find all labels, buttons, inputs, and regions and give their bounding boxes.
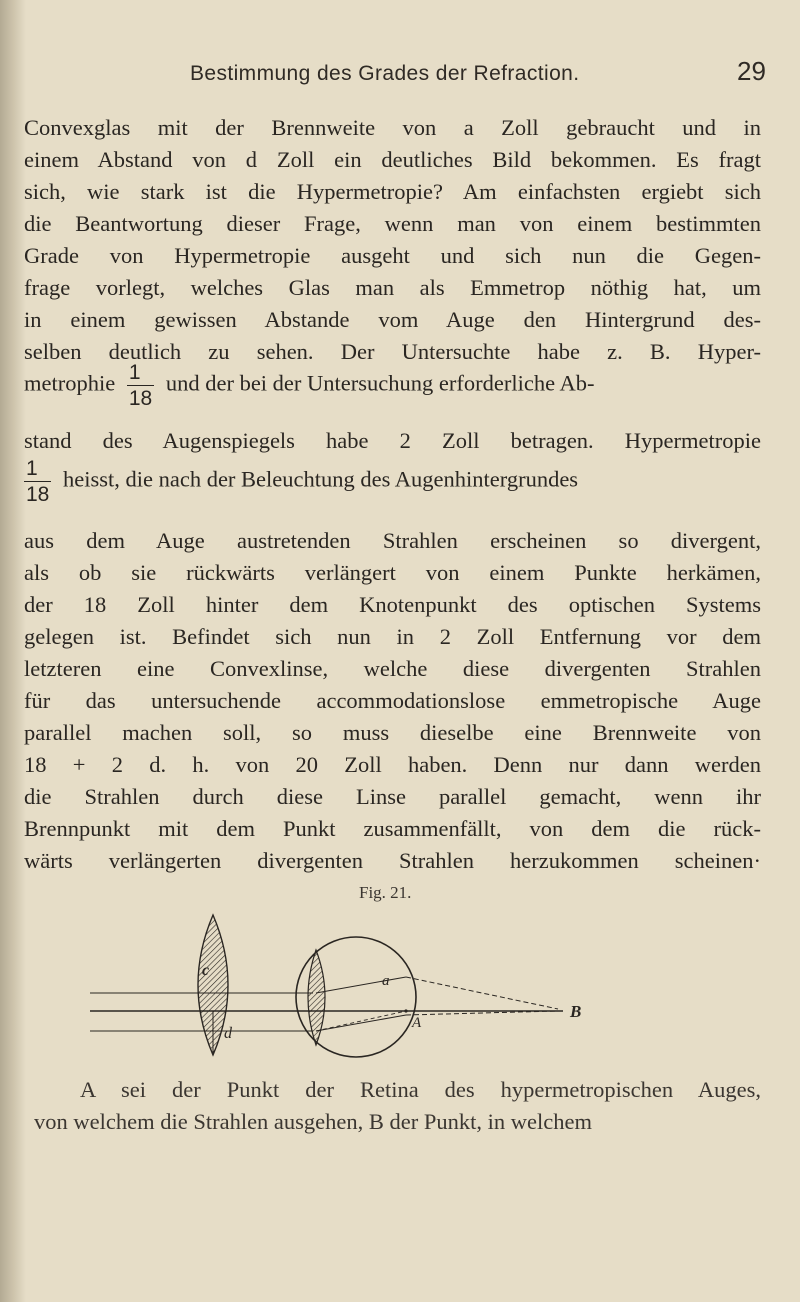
- figure-caption: Fig. 21.: [359, 883, 412, 902]
- text-line: einem Abstand von d Zoll ein deutliches Bild bekommen. Es fragt: [24, 147, 761, 172]
- text-line: von welchem die Strahlen ausgehen, B der Punkt, in welchem: [34, 1109, 592, 1134]
- text-line: Grade von Hypermetropie ausgeht und sich nun die Gegen-: [24, 243, 761, 268]
- text-line: als ob sie rückwärts verlängert von einem Punkte herkämen,: [24, 560, 761, 585]
- text-line: A sei der Punkt der Retina des hypermetropischen Auges,: [80, 1077, 761, 1102]
- return-ray: [316, 1011, 406, 1031]
- running-head: Bestimmung des Grades der Refraction.: [190, 62, 580, 85]
- text-line: Brennpunkt mit dem Punkt zusammenfällt, von dem die rück-: [24, 816, 761, 841]
- text-line-fraction: [24, 458, 578, 505]
- text-line: stand des Augenspiegels habe 2 Zoll betragen. Hypermetropie: [24, 428, 761, 453]
- extended-ray-upper: [406, 977, 558, 1009]
- text-line: 18 + 2 d. h. von 20 Zoll haben. Denn nur dann werden: [24, 752, 761, 777]
- text-line: frage vorlegt, welches Glas man als Emmetrop nöthig hat, um: [24, 275, 761, 300]
- fraction-one-eighteenth: [127, 362, 154, 409]
- text-line: für das untersuchende accommodationslose emmetropische Auge: [24, 688, 761, 713]
- text-segment: und der bei der Untersuchung erforderliche Ab-: [165, 370, 595, 396]
- text-segment: metrophie: [24, 370, 116, 396]
- label-d: d: [224, 1025, 232, 1042]
- page-header: [0, 56, 800, 102]
- text-line: in einem gewissen Abstande vom Auge den Hintergrund des-: [24, 307, 761, 332]
- text-line: aus dem Auge austretenden Strahlen erscheinen so divergent,: [24, 528, 761, 553]
- fraction-numerator: 1: [26, 457, 38, 480]
- text-line: sich, wie stark ist die Hypermetropie? Am einfachsten ergiebt sich: [24, 179, 761, 204]
- text-line: Convexglas mit der Brennweite von a Zoll gebraucht und in: [24, 115, 761, 140]
- fraction-one-eighteenth: [24, 458, 51, 505]
- text-line: die Strahlen durch diese Linse parallel gemacht, wenn ihr: [24, 784, 761, 809]
- text-line: der 18 Zoll hinter dem Knotenpunkt des optischen Systems: [24, 592, 761, 617]
- page-number: 29: [737, 56, 766, 86]
- optics-diagram: [88, 905, 608, 1065]
- text-segment: heisst, die nach der Beleuchtung des Augenhintergrundes: [62, 466, 579, 492]
- fraction-numerator: 1: [128, 361, 141, 384]
- divergent-ray-upper: [316, 977, 406, 993]
- label-A: A: [412, 1015, 422, 1031]
- text-line: die Beantwortung dieser Frage, wenn man von einem bestimmten: [24, 211, 761, 236]
- text-line: wärts verlängerten divergenten Strahlen herzukommen scheinen·: [24, 848, 761, 873]
- label-B: B: [570, 1002, 582, 1021]
- figure-21-optics-diagram: [88, 905, 608, 1065]
- page-binding-edge: [0, 0, 26, 1302]
- divergent-ray-lower: [316, 1015, 406, 1031]
- text-line: parallel machen soll, so muss dieselbe eine Brennweite von: [24, 720, 761, 745]
- fraction-denominator: 18: [26, 483, 50, 506]
- text-line-fraction: [24, 362, 594, 409]
- fraction-denominator: 18: [128, 387, 153, 410]
- label-a-small: a: [382, 973, 390, 989]
- retina-point-a: [404, 1009, 407, 1012]
- text-line: gelegen ist. Befindet sich nun in 2 Zoll Entfernung vor dem: [24, 624, 761, 649]
- text-line: letzteren eine Convexlinse, welche diese divergenten Strahlen: [24, 656, 761, 681]
- text-line: selben deutlich zu sehen. Der Untersuchte habe z. B. Hyper-: [24, 339, 761, 364]
- label-c: c: [202, 962, 210, 979]
